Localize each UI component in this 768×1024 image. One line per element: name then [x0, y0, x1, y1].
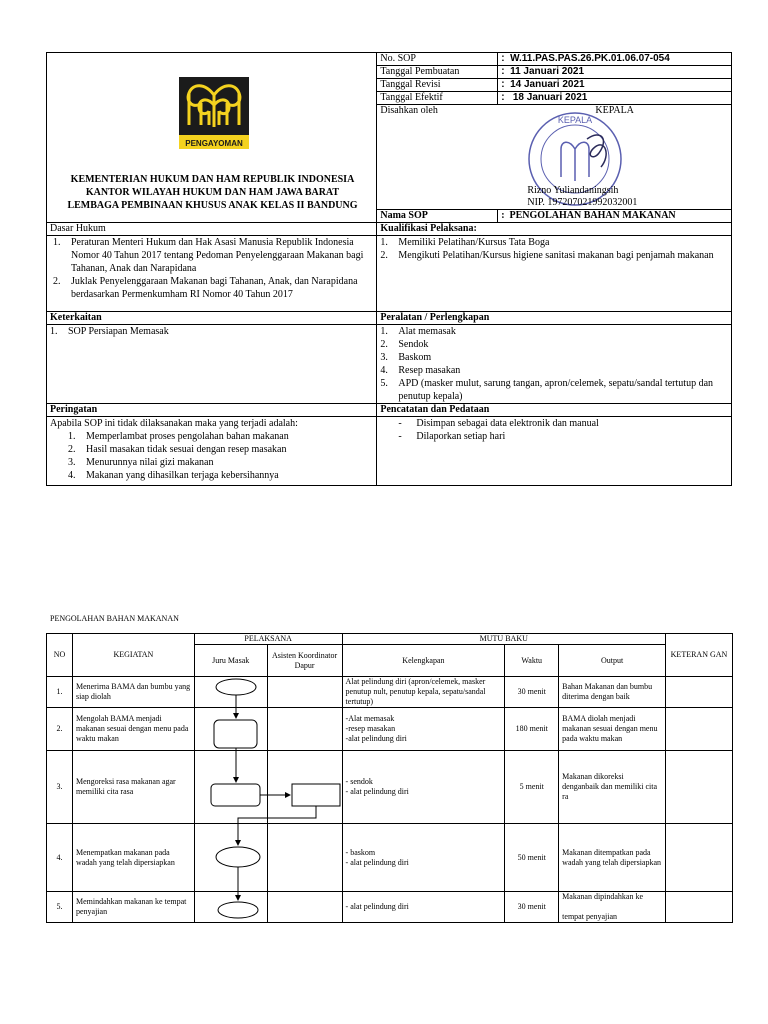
row-output: Makanan ditempatkan pada wadah yang telah dipersiapkan — [559, 824, 666, 892]
list-number: - — [398, 418, 402, 429]
list-number: 1. — [53, 237, 61, 248]
list-number: 1. — [380, 326, 388, 337]
kepala-label: KEPALA — [595, 105, 634, 116]
row-number: 2. — [47, 708, 73, 751]
list-text: Baskom — [398, 352, 432, 363]
col-no: NO — [47, 634, 73, 677]
stamp-text: KEPALA — [558, 115, 593, 125]
tgl-efektif-value: : 18 Januari 2021 — [498, 92, 732, 105]
row-number: 4. — [47, 824, 73, 892]
col-kegiatan: KEGIATAN — [72, 634, 194, 677]
row-waktu: 30 menit — [505, 892, 559, 923]
list-number: 2. — [68, 444, 76, 455]
row-waktu: 180 menit — [505, 708, 559, 751]
col-output: Output — [559, 645, 666, 677]
kualifikasi-title: Kualifikasi Pelaksana: — [377, 223, 732, 236]
list-text: Disimpan sebagai data elektronik dan manual — [416, 418, 599, 429]
col-keterangan: KETERAN GAN — [666, 634, 733, 677]
col-waktu: Waktu — [505, 645, 559, 677]
tgl-revisi-date: 14 Januari 2021 — [510, 79, 585, 90]
list-number: 4. — [68, 470, 76, 481]
list-number: 4. — [380, 365, 388, 376]
list-number: 3. — [68, 457, 76, 468]
list-number: 1. — [50, 326, 58, 337]
peralatan-title: Peralatan / Perlengkapan — [377, 312, 732, 325]
nama-sop-value: : PENGOLAHAN BAHAN MAKANAN — [498, 210, 732, 223]
start-terminator — [216, 679, 256, 695]
row-number: 5. — [47, 892, 73, 923]
list-text: Menurunnya nilai gizi makanan — [86, 457, 214, 468]
tgl-revisi-value: : 14 Januari 2021 — [498, 79, 732, 92]
list-number: 5. — [380, 378, 388, 389]
list-text: Juklak Penyelenggaraan Makanan bagi Tahanan, Anak, dan Narapidana berdasarkan Permenkumham RI Nomor 40 Tahun 2017 — [71, 276, 358, 300]
keterkaitan-title: Keterkaitan — [47, 312, 377, 325]
list-number: 3. — [380, 352, 388, 363]
col-kelengkapan: Kelengkapan — [342, 645, 505, 677]
row-kelengkapan: - alat pelindung diri — [342, 892, 505, 923]
process-step-4 — [216, 847, 260, 867]
list-number: 1. — [68, 431, 76, 442]
tgl-pembuatan-date: 11 Januari 2021 — [510, 66, 585, 77]
list-number: 2. — [380, 250, 388, 261]
col-pelaksana: PELAKSANA — [194, 634, 342, 645]
tgl-pembuatan-value: : 11 Januari 2021 — [498, 66, 732, 79]
tgl-efektif-date: 18 Januari 2021 — [512, 92, 588, 103]
list-text: Hasil masakan tidak sesuai dengan resep masakan — [86, 444, 287, 455]
process-step-3-juru — [211, 784, 260, 806]
col-mutu-baku: MUTU BAKU — [342, 634, 665, 645]
row-kelengkapan: - baskom - alat pelindung diri — [342, 824, 505, 892]
list-text: Dilaporkan setiap hari — [416, 431, 506, 442]
row-number: 1. — [47, 677, 73, 708]
list-text: Peraturan Menteri Hukum dan Hak Asasi Manusia Republik Indonesia Nomor 40 Tahun 2017 tentang Pedoman Penyelenggaraan Makanan bagi Tahanan, Anak dan Narapidana — [71, 237, 364, 274]
row-number: 3. — [47, 751, 73, 824]
col-asisten: Asisten Koordinator Dapur — [267, 645, 342, 677]
row-waktu: 5 menit — [505, 751, 559, 824]
logo-text: PENGAYOMAN — [185, 139, 243, 148]
tgl-pembuatan-label: Tanggal Pembuatan — [377, 66, 498, 79]
end-terminator — [218, 902, 258, 918]
process-step-2 — [214, 720, 257, 748]
dasar-hukum-title: Dasar Hukum — [47, 223, 377, 236]
peringatan-intro: Apabila SOP ini tidak dilaksanakan maka yang terjadi adalah: — [50, 418, 298, 429]
no-sop-value: : W.11.PAS.PAS.26.PK.01.06.07-054 — [498, 53, 732, 66]
row-kelengkapan: Alat pelindung diri (apron/celemek, masker penutup nult, penutup kepala, sepatu/sandal tertutup) — [342, 677, 505, 708]
disahkan-label: Disahkan oleh — [380, 105, 438, 116]
list-number: - — [398, 431, 402, 442]
list-text: Sendok — [398, 339, 429, 350]
list-text: Memiliki Pelatihan/Kursus Tata Boga — [398, 237, 550, 248]
nama-sop-title: PENGOLAHAN BAHAN MAKANAN — [509, 210, 676, 221]
signer-name: Rizno Yuliandaningsih — [527, 185, 619, 196]
list-text: Memperlambat proses pengolahan bahan makanan — [86, 431, 289, 442]
list-number: 2. — [380, 339, 388, 350]
row-kelengkapan: -Alat memasak -resep masakan -alat pelindung diri — [342, 708, 505, 751]
signer-nip: NIP. 197207021992032001 — [527, 197, 638, 208]
list-text: Resep masakan — [398, 365, 461, 376]
list-text: Mengikuti Pelatihan/Kursus higiene sanitasi makanan bagi penjamah makanan — [398, 250, 714, 261]
nama-sop-label: Nama SOP — [377, 210, 498, 223]
pencatatan-title: Pencatatan dan Pedataan — [377, 404, 732, 417]
row-kegiatan: Menempatkan makanan pada wadah yang telah dipersiapkan — [72, 824, 194, 892]
org-line-3: LEMBAGA PEMBINAAN KHUSUS ANAK KELAS II BANDUNG — [67, 200, 358, 211]
org-line-1: KEMENTERIAN HUKUM DAN HAM REPUBLIK INDONESIA — [70, 174, 355, 185]
row-output: Bahan Makanan dan bumbu diterima dengan baik — [559, 677, 666, 708]
list-text: SOP Persiapan Memasak — [68, 326, 169, 337]
row-waktu: 30 menit — [505, 677, 559, 708]
row-kegiatan: Memindahkan makanan ke tempat penyajian — [72, 892, 194, 923]
col-juru-masak: Juru Masak — [194, 645, 267, 677]
tgl-efektif-label: Tanggal Efektif — [377, 92, 498, 105]
no-sop-label: No. SOP — [377, 53, 498, 66]
list-text: APD (masker mulut, sarung tangan, apron/celemek, sepatu/sandal tertutup dan penutup kepala) — [398, 378, 714, 402]
list-number: 2. — [53, 276, 61, 287]
row-waktu: 50 menit — [505, 824, 559, 892]
row-output: Makanan dipindahkan ke tempat penyajian — [559, 892, 666, 923]
row-kelengkapan: - sendok - alat pelindung diri — [342, 751, 505, 824]
list-text: Alat memasak — [398, 326, 456, 337]
row-output: Makanan dikoreksi denganbaik dan memiliki cita ra — [559, 751, 666, 824]
list-text: Makanan yang dihasilkan terjaga kebersihannya — [86, 470, 279, 481]
row-kegiatan: Menerirna BAMA dan bumbu yang siap diolah — [72, 677, 194, 708]
arrow-3-4 — [238, 806, 316, 845]
flow-title: PENGOLAHAN BAHAN MAKANAN — [50, 614, 179, 623]
process-step-3-asisten — [292, 784, 340, 806]
org-line-2: KANTOR WILAYAH HUKUM DAN HAM JAWA BARAT — [85, 187, 340, 198]
tgl-revisi-label: Tanggal Revisi — [377, 79, 498, 92]
row-kegiatan: Mengoreksi rasa makanan agar memiliki cita rasa — [72, 751, 194, 824]
row-output: BAMA diolah menjadi makanan sesuai dengan menu pada waktu makan — [559, 708, 666, 751]
peringatan-title: Peringatan — [47, 404, 377, 417]
row-kegiatan: Mengolah BAMA menjadi makanan sesuai dengan menu pada waktu makan — [72, 708, 194, 751]
no-sop-number: W.11.PAS.PAS.26.PK.01.06.07-054 — [510, 53, 670, 64]
list-number: 1. — [380, 237, 388, 248]
